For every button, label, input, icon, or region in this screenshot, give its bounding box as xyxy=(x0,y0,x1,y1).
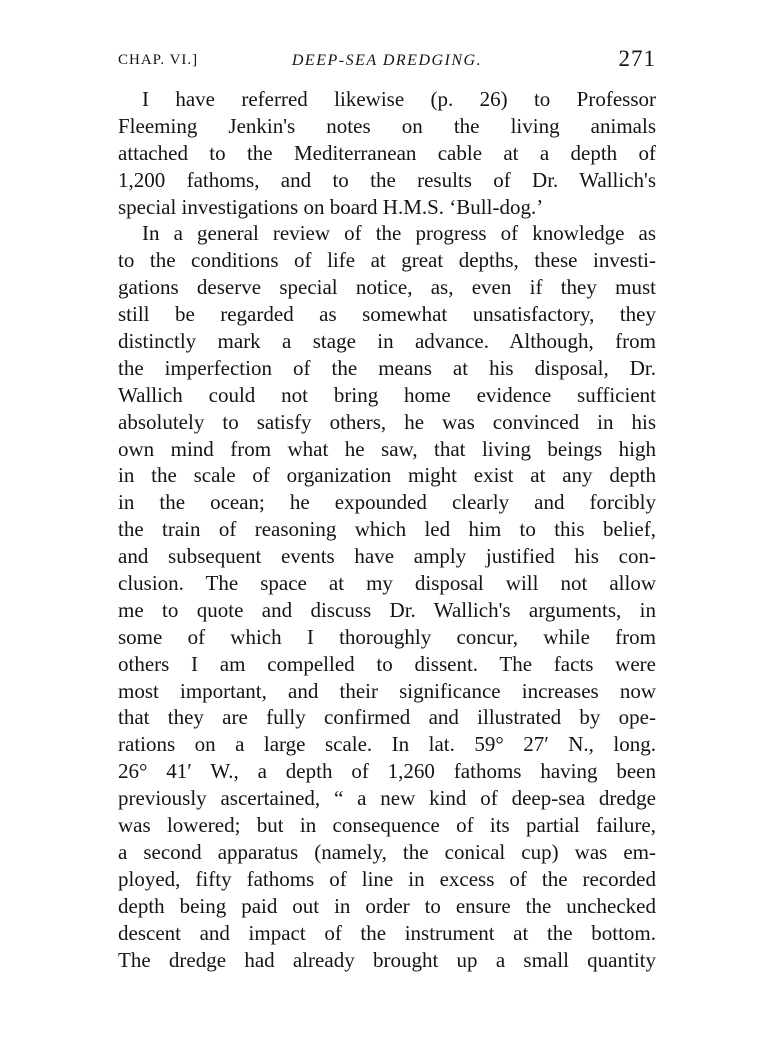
text-line: the train of reasoning which led him to this belief, xyxy=(118,517,656,542)
text-line: depth being paid out in order to ensure the unchecked xyxy=(118,893,656,918)
running-title: DEEP-SEA DREDGING. xyxy=(291,52,483,69)
text-line: 1,200 fathoms, and to the results of Dr. Wallich's xyxy=(118,167,656,192)
text-line: and subsequent events have amply justified his con- xyxy=(118,544,656,569)
text-line: Wallich could not bring home evidence sufficient xyxy=(118,382,656,407)
body-text xyxy=(118,86,656,973)
text-line: 26° 41′ W., a depth of 1,260 fathoms having been xyxy=(118,759,656,784)
text-line: was lowered; but in consequence of its partial failure, xyxy=(118,813,656,838)
text-line: descent and impact of the instrument at the bottom. xyxy=(118,920,656,945)
text-line: I have referred likewise (p. 26) to Professor xyxy=(142,87,656,111)
page-number: 271 xyxy=(618,46,656,71)
text-line: in the scale of organization might exist at any depth xyxy=(118,463,656,488)
text-line: previously ascertained, “ a new kind of deep-sea dredge xyxy=(118,786,656,811)
text-line: rations on a large scale. In lat. 59° 27′ N., long. xyxy=(118,732,656,757)
text-line: in the ocean; he expounded clearly and forcibly xyxy=(118,490,656,515)
text-line: The dredge had already brought up a small quantity xyxy=(118,947,656,972)
text-line: some of which I thoroughly concur, while from xyxy=(118,624,656,649)
text-line: special investigations on board H.M.S. ‘Bull-dog.’ xyxy=(118,194,544,219)
text-line: absolutely to satisfy others, he was convinced in his xyxy=(118,409,656,434)
text-line: the imperfection of the means at his disposal, Dr. xyxy=(118,355,656,380)
text-line: others I am compelled to dissent. The facts were xyxy=(118,651,656,676)
text-line: attached to the Mediterranean cable at a depth of xyxy=(118,140,656,165)
text-line: that they are fully confirmed and illustrated by ope- xyxy=(118,705,656,730)
text-line: distinctly mark a stage in advance. Although, from xyxy=(118,329,656,354)
text-line: to the conditions of life at great depths, these investi- xyxy=(118,248,656,273)
text-line: still be regarded as somewhat unsatisfactory, they xyxy=(118,302,656,327)
text-line: clusion. The space at my disposal will not allow xyxy=(118,571,656,596)
text-line: most important, and their significance increases now xyxy=(118,678,656,703)
chapter-label: CHAP. VI.] xyxy=(118,52,199,68)
paragraph-1 xyxy=(118,86,656,220)
text-line: ployed, fifty fathoms of line in excess of the recorded xyxy=(118,866,656,891)
running-head xyxy=(118,46,656,76)
text-line: In a general review of the progress of knowledge as xyxy=(142,221,656,246)
text-line: gations deserve special notice, as, even if they must xyxy=(118,275,656,300)
text-line: a second apparatus (namely, the conical cup) was em- xyxy=(118,839,656,864)
paragraph-2 xyxy=(118,220,656,973)
text-line: own mind from what he saw, that living beings high xyxy=(118,436,656,461)
text-line: me to quote and discuss Dr. Wallich's arguments, in xyxy=(118,597,656,622)
text-line: Fleeming Jenkin's notes on the living animals xyxy=(118,113,656,138)
